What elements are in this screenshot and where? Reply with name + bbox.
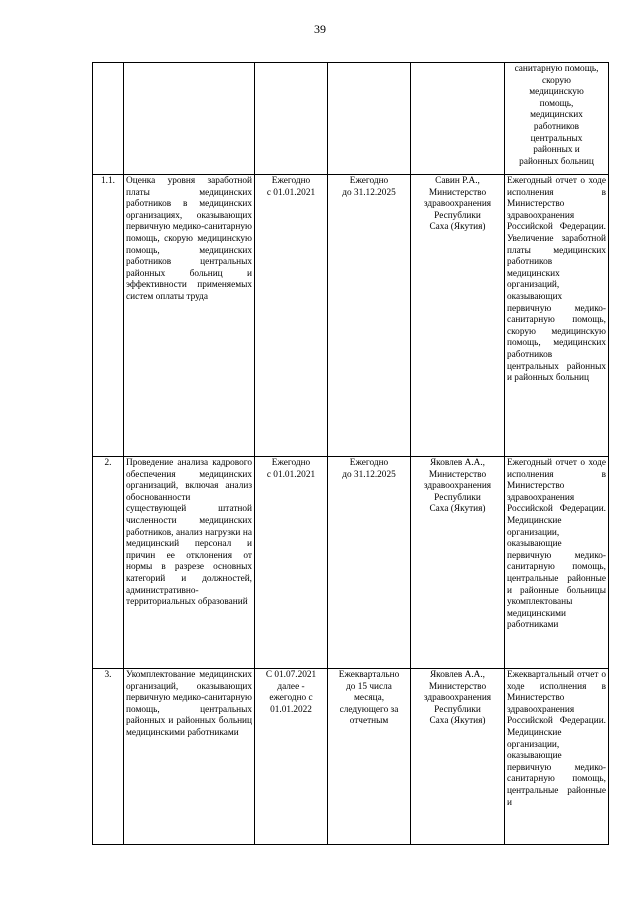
event-description: Проведение анализа кадрового обеспечения медицинских организаций, включая анализ обоснованности существующей штатной численности медицинских работников, анализ нагрузки на медицинский персонал и причин ее отклонения от нормы в разрезе основных категорий и должностей, административно-территориальных образований xyxy=(124,457,255,669)
responsible-party xyxy=(411,63,505,175)
responsible-party: Яковлев А.А., Министерство здравоохранения Республики Саха (Якутия) xyxy=(411,457,505,669)
responsible-party: Савин Р.А., Министерство здравоохранения Республики Саха (Якутия) xyxy=(411,175,505,457)
start-date xyxy=(255,63,328,175)
row-number xyxy=(93,63,124,175)
end-date: Ежегодно до 31.12.2025 xyxy=(328,175,411,457)
table-row xyxy=(93,457,609,669)
page-number: 39 xyxy=(314,22,326,36)
end-date: Ежеквартально до 15 числа месяца, следующего за отчетным xyxy=(328,669,411,845)
expected-result: Ежегодный отчет о ходе исполнения в Министерство здравоохранения Российской Федерации. Медицинские организации, оказывающие первичную медико-санитарную помощь, центральные районные и районные больницы укомплектованы медицинскими работниками xyxy=(505,457,609,669)
table-row xyxy=(93,669,609,845)
start-date: Ежегодно с 01.01.2021 xyxy=(255,457,328,669)
table-row xyxy=(93,175,609,457)
responsible-party: Яковлев А.А., Министерство здравоохранения Республики Саха (Якутия) xyxy=(411,669,505,845)
end-date xyxy=(328,63,411,175)
start-date: Ежегодно с 01.01.2021 xyxy=(255,175,328,457)
row-number: 2. xyxy=(93,457,124,669)
table-row xyxy=(93,63,609,175)
event-description xyxy=(124,63,255,175)
event-description: Укомплектование медицинских организаций, оказывающих первичную медико-санитарную помощь, центральных районных и районных больниц медицинскими работниками xyxy=(124,669,255,845)
row-number: 1.1. xyxy=(93,175,124,457)
row-number: 3. xyxy=(93,669,124,845)
expected-result: санитарную помощь, скорую медицинскую помощь, медицинских работников центральных районных и районных больниц xyxy=(505,63,609,175)
expected-result: Ежегодный отчет о ходе исполнения в Министерство здравоохранения Российской Федерации. Увеличение заработной платы медицинских работников медицинских организаций, оказывающих первичную медико-санитарную помощь, скорую медицинскую помощь, медицинских работников центральных районных и районных больниц xyxy=(505,175,609,457)
action-plan-table xyxy=(92,62,609,845)
expected-result: Ежеквартальный отчет о ходе исполнения в Министерство здравоохранения Российской Федерации. Медицинские организации, оказывающие первичную медико-санитарную помощь, центральные районные и xyxy=(505,669,609,845)
end-date: Ежегодно до 31.12.2025 xyxy=(328,457,411,669)
event-description: Оценка уровня заработной платы медицинских работников в медицинских организациях, оказывающих первичную медико-санитарную помощь, скорую медицинскую помощь, медицинских работников центральных районных больниц и эффективности применяемых систем оплаты труда xyxy=(124,175,255,457)
start-date: С 01.07.2021 далее - ежегодно с 01.01.2022 xyxy=(255,669,328,845)
